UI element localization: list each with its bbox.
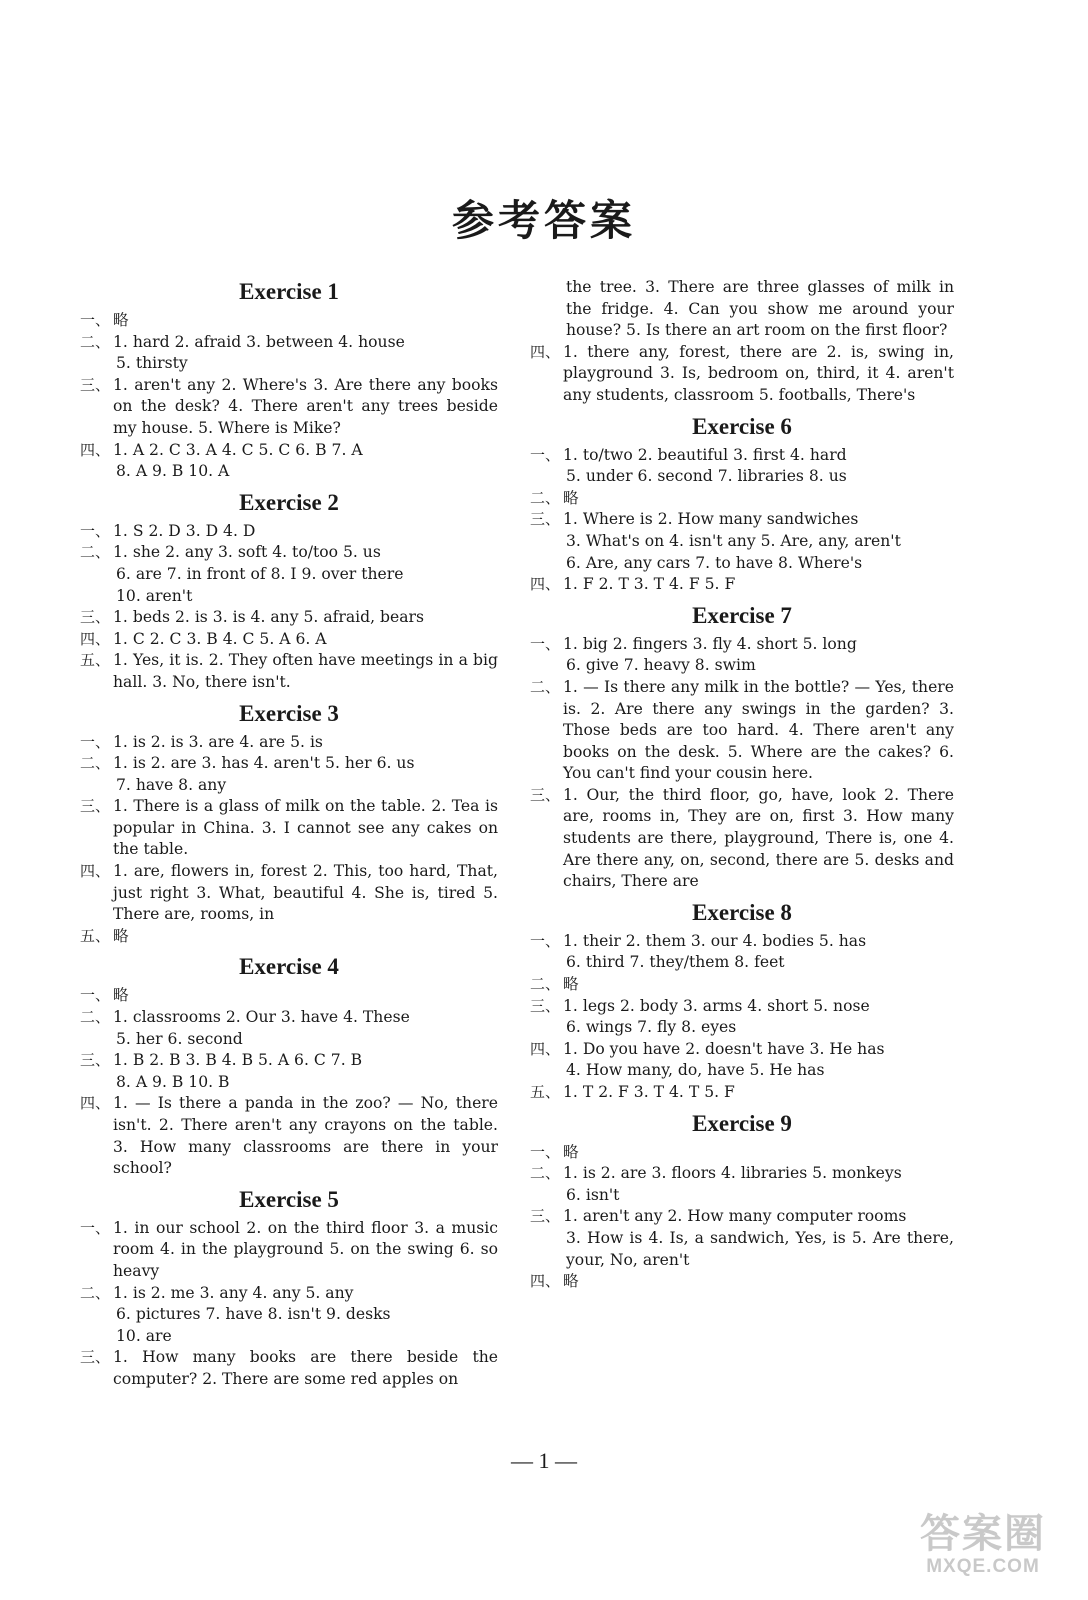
- answer-section: [80, 375, 498, 440]
- section-answers: 1. — Is there a panda in the zoo? — No, there isn't. 2. There aren't any crayons on the table. 3. How many classrooms are there in your school?: [113, 1094, 498, 1178]
- answer-section: [530, 509, 954, 531]
- section-number: 二、: [80, 543, 111, 562]
- section-number: 五、: [80, 926, 111, 945]
- section-number: 一、: [80, 1218, 111, 1237]
- section-number: 二、: [80, 332, 111, 351]
- section-number: 三、: [530, 996, 561, 1015]
- section-number: 五、: [80, 651, 111, 670]
- section-answers: 1. How many books are there beside the computer? 2. There are some red apples on: [113, 1348, 498, 1388]
- answer-section: [530, 785, 954, 893]
- answer-section: [80, 1218, 498, 1283]
- section-answers: 略: [113, 311, 129, 329]
- answer-section: [530, 1206, 954, 1228]
- exercise-heading: Exercise 3: [239, 700, 339, 726]
- section-number: 二、: [80, 1008, 111, 1027]
- answer-section: [80, 310, 498, 332]
- answer-section: [80, 440, 498, 462]
- section-number: 四、: [530, 575, 561, 594]
- section-answers: 1. classrooms 2. Our 3. have 4. These: [113, 1008, 410, 1027]
- exercise-heading: Exercise 9: [692, 1110, 792, 1136]
- answer-section: [530, 574, 954, 596]
- section-answers: 1. F 2. T 3. T 4. F 5. F: [563, 575, 736, 594]
- answer-section: [80, 1283, 498, 1305]
- exercise-heading: Exercise 1: [239, 279, 339, 304]
- section-answers: 1. aren't any 2. How many computer rooms: [563, 1207, 907, 1226]
- section-answers: 1. legs 2. body 3. arms 4. short 5. nose: [563, 996, 870, 1015]
- section-answers: 1. their 2. them 3. our 4. bodies 5. has: [563, 931, 867, 950]
- section-number: 二、: [80, 754, 111, 773]
- section-answers: 1. is 2. is 3. are 4. are 5. is: [113, 732, 323, 751]
- section-number: 三、: [530, 510, 561, 529]
- answer-section: [80, 753, 498, 775]
- answer-continuation: 6. Are, any cars 7. to have 8. Where's: [566, 553, 863, 572]
- answer-section: [530, 1039, 954, 1061]
- section-answers: 略: [563, 488, 579, 507]
- exercise-heading: Exercise 4: [239, 954, 339, 980]
- answer-continuation: 10. aren't: [116, 586, 193, 605]
- answer-continuation: 5. under 6. second 7. libraries 8. us: [566, 467, 847, 486]
- answer-continuation: 6. give 7. heavy 8. swim: [566, 656, 756, 675]
- section-answers: 1. — Is there any milk in the bottle? — Yes, there is. 2. Are there any swings in the garden? 3. Those beds are too hard. 4. There aren't any books on the desk. 5. Where are the cakes? 6. You can't find your cousin here.: [563, 677, 954, 783]
- watermark-text: MXQE.COM: [926, 1556, 1040, 1577]
- section-number: 二、: [80, 1283, 111, 1302]
- section-answers: 1. is 2. are 3. floors 4. libraries 5. monkeys: [563, 1164, 902, 1183]
- watermark-logo: [908, 1512, 1058, 1578]
- answer-section: [80, 1347, 498, 1390]
- section-answers: 略: [563, 975, 579, 994]
- section-answers: 1. beds 2. is 3. is 4. any 5. afraid, bears: [113, 608, 424, 627]
- section-answers: 1. in our school 2. on the third floor 3. a music room 4. in the playground 5. on the swing 6. so heavy: [113, 1218, 498, 1280]
- section-answers: 1. S 2. D 3. D 4. D: [113, 521, 256, 540]
- answer-section: [80, 732, 498, 754]
- answer-section: [530, 1271, 954, 1293]
- answer-section: [530, 677, 954, 785]
- section-number: 一、: [530, 445, 561, 464]
- answer-continuation: 7. have 8. any: [116, 775, 227, 794]
- answer-section: [530, 1082, 954, 1104]
- answer-continuation: 6. wings 7. fly 8. eyes: [566, 1018, 737, 1037]
- answer-continuation: 8. A 9. B 10. B: [116, 1072, 230, 1091]
- answer-section: [80, 985, 498, 1007]
- section-answers: 1. B 2. B 3. B 4. B 5. A 6. C 7. B: [113, 1051, 363, 1070]
- answer-section: [530, 445, 954, 467]
- section-number: 一、: [80, 311, 111, 329]
- answer-continuation: 8. A 9. B 10. A: [116, 462, 230, 481]
- answer-section: [530, 1163, 954, 1185]
- section-number: 二、: [530, 975, 561, 994]
- section-number: 一、: [530, 931, 561, 950]
- answer-section: [80, 796, 498, 861]
- section-number: 四、: [530, 1272, 561, 1291]
- answer-section: [530, 931, 954, 953]
- section-answers: 1. is 2. me 3. any 4. any 5. any: [113, 1283, 354, 1302]
- answer-continuation: 6. pictures 7. have 8. isn't 9. desks: [116, 1305, 391, 1324]
- answer-continuation: 3. What's on 4. isn't any 5. Are, any, aren't: [566, 531, 901, 550]
- answer-section: [80, 629, 498, 651]
- answer-continuation: 6. isn't: [566, 1185, 620, 1204]
- answer-continuation: 6. third 7. they/them 8. feet: [566, 953, 785, 972]
- section-number: 五、: [530, 1083, 561, 1101]
- watermark-glyph: 答案圈: [920, 1512, 1046, 1556]
- section-number: 四、: [80, 1094, 111, 1113]
- section-answers: 1. There is a glass of milk on the table. 2. Tea is popular in China. 3. I cannot see any cakes on the table.: [113, 797, 498, 859]
- section-number: 三、: [80, 608, 111, 627]
- section-number: 四、: [530, 342, 561, 361]
- section-answers: 1. are, flowers in, forest 2. This, too hard, That, just right 3. What, beautiful 4. She is, tired 5. There are, rooms, in: [113, 862, 498, 924]
- section-answers: 1. big 2. fingers 3. fly 4. short 5. long: [563, 634, 857, 653]
- section-answers: 1. there any, forest, there are 2. is, swing in, playground 3. Is, bedroom on, third, it 4. aren't any students, classroom 5. footballs, There's: [563, 342, 954, 404]
- answer-column-left: [80, 277, 498, 1391]
- section-answers: 1. Yes, it is. 2. They often have meetings in a big hall. 3. No, there isn't.: [113, 651, 498, 691]
- answer-continuation: 5. thirsty: [116, 354, 188, 373]
- answer-continuation: the tree. 3. There are three glasses of milk in the fridge. 4. Can you show me around your house? 5. Is there an art room on the first floor?: [566, 278, 954, 340]
- section-number: 三、: [530, 785, 561, 804]
- answer-continuation: 4. How many, do, have 5. He has: [566, 1061, 825, 1080]
- section-number: 四、: [80, 629, 111, 648]
- section-number: 一、: [80, 521, 111, 540]
- answer-section: [530, 996, 954, 1018]
- section-answers: 略: [113, 926, 129, 945]
- section-number: 三、: [80, 1348, 111, 1367]
- section-number: 二、: [530, 488, 561, 507]
- answer-column-right: [530, 277, 954, 1293]
- section-number: 一、: [80, 732, 111, 751]
- section-answers: 1. Do you have 2. doesn't have 3. He has: [563, 1039, 885, 1058]
- section-number: 二、: [530, 1164, 561, 1183]
- answer-section: [80, 650, 498, 693]
- answer-section: [80, 1093, 498, 1179]
- section-answers: 1. T 2. F 3. T 4. T 5. F: [563, 1083, 735, 1101]
- section-number: 三、: [80, 797, 111, 816]
- section-answers: 略: [563, 1142, 579, 1161]
- section-answers: 略: [563, 1272, 579, 1291]
- answer-continuation: 10. are: [116, 1326, 172, 1345]
- answer-section: [80, 332, 498, 354]
- page-number: — 1 —: [511, 1448, 577, 1473]
- section-number: 三、: [80, 375, 111, 394]
- section-number: 一、: [530, 634, 561, 653]
- answer-section: [80, 1050, 498, 1072]
- answer-section: [530, 1142, 954, 1164]
- section-number: 四、: [80, 862, 111, 881]
- answer-section: [80, 926, 498, 948]
- section-answers: 1. aren't any 2. Where's 3. Are there any books on the desk? 4. There aren't any trees beside my house. 5. Where is Mike?: [113, 375, 498, 437]
- section-number: 四、: [80, 440, 111, 459]
- section-answers: 1. hard 2. afraid 3. between 4. house: [113, 332, 405, 351]
- answer-section: [530, 488, 954, 510]
- answer-section: [530, 974, 954, 996]
- section-answers: 1. C 2. C 3. B 4. C 5. A 6. A: [113, 629, 327, 648]
- section-number: 二、: [530, 677, 561, 696]
- section-answers: 1. to/two 2. beautiful 3. first 4. hard: [563, 445, 847, 464]
- exercise-heading: Exercise 2: [239, 489, 339, 515]
- answer-section: [80, 1007, 498, 1029]
- section-number: 三、: [530, 1207, 561, 1226]
- section-number: 四、: [530, 1039, 561, 1058]
- answer-section: [530, 342, 954, 407]
- section-answers: 1. Our, the third floor, go, have, look 2. There are, rooms in, They are on, first 3. How many students are there, playground, There is, one 4. Are there any, on, second, there are 5. desks and chairs, There are: [563, 785, 954, 891]
- section-number: 一、: [530, 1142, 561, 1161]
- section-answers: 略: [113, 986, 129, 1005]
- section-number: 一、: [80, 986, 111, 1005]
- answer-section: [80, 607, 498, 629]
- answer-section: [80, 861, 498, 926]
- exercise-heading: Exercise 8: [692, 899, 792, 925]
- section-answers: 1. Where is 2. How many sandwiches: [563, 510, 859, 529]
- answer-section: [80, 542, 498, 564]
- answer-section: [530, 634, 954, 656]
- page-title: 参考答案: [451, 196, 636, 245]
- section-answers: 1. is 2. are 3. has 4. aren't 5. her 6. us: [113, 754, 415, 773]
- exercise-heading: Exercise 5: [239, 1186, 339, 1212]
- exercise-heading: Exercise 7: [692, 602, 792, 628]
- answer-continuation: 6. are 7. in front of 8. I 9. over there: [116, 564, 404, 583]
- answer-continuation: 5. her 6. second: [116, 1029, 243, 1048]
- answer-section: [80, 521, 498, 543]
- section-answers: 1. A 2. C 3. A 4. C 5. C 6. B 7. A: [113, 440, 363, 459]
- answer-continuation: 3. How is 4. Is, a sandwich, Yes, is 5. Are there, your, No, aren't: [566, 1228, 954, 1269]
- section-number: 三、: [80, 1051, 111, 1070]
- section-answers: 1. she 2. any 3. soft 4. to/too 5. us: [113, 543, 381, 562]
- exercise-heading: Exercise 6: [692, 413, 792, 439]
